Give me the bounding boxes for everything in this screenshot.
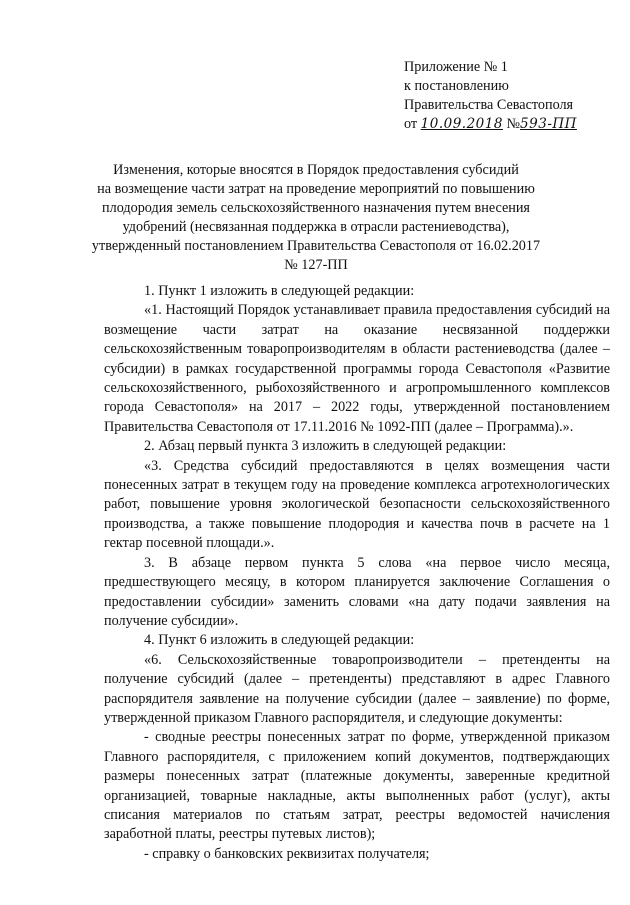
title-line: № 127-ПП [284, 257, 348, 273]
list-item-registers: - сводные реестры понесенных затрат по форме, утвержденной приказом Главного распорядителя, с приложением копий документов, подтверждающих размеры понесенных затрат (платежные документы, заверенные кредитной организацией, товарные накладные, акты выполненных работ (услуг), акты списания материалов по статьям затрат, реестры ведомостей начисления заработной платы, реестры путевых листов); [104, 729, 610, 843]
appendix-line-2: к постановлению [404, 78, 509, 94]
appendix-from: от [404, 116, 418, 132]
paragraph-item-4: 4. Пункт 6 изложить в следующей редакции: [144, 632, 415, 649]
appendix-block [404, 58, 619, 134]
paragraph-item-3: 3. В абзаце первом пункта 5 слова «на первое число месяца, предшествующего месяцу, в котором планируется заключение Соглашения о предоставлении субсидии» заменить словами «на дату подачи заявления на получение субсидии». [104, 554, 610, 629]
handwritten-date: 10.09.2018 [420, 116, 503, 132]
document-body [104, 282, 610, 864]
appendix-title: Приложение № 1 [404, 59, 508, 75]
paragraph-quote-6: «6. Сельскохозяйственные товаропроизводители – претенденты на получение субсидий (далее – претенденты) представляют в адрес Главного распорядителя заявление на получение субсидии (далее – заявление) по форме, утвержденной приказом Главного распорядителя, и следующие документы: [104, 651, 610, 726]
title-line: плодородия земель сельскохозяйственного назначения путем внесения [102, 200, 530, 216]
appendix-line-3: Правительства Севастополя [404, 97, 574, 113]
paragraph-quote-1: «1. Настоящий Порядок устанавливает правила предоставления субсидий на возмещение части затрат на оказание несвязанной поддержки сельскохозяйственным товаропроизводителям в области растениеводства (далее – субсидии) в рамках государственной программы города Севастополя «Развитие сельскохозяйственного, рыбохозяйственного и агропромышленного комплексов города Севастополя» на 2017 – 2022 годы, утвержденной постановлением Правительства Севастополя от 17.11.2016 № 1092-ПП (далее – Программа).». [104, 302, 610, 435]
title-line: Изменения, которые вносятся в Порядок предоставления субсидий [113, 162, 519, 178]
title-line: удобрений (несвязанная поддержка в отрасли растениеводства), [122, 219, 510, 235]
appendix-date-line [404, 115, 619, 134]
paragraph-item-1: 1. Пункт 1 изложить в следующей редакции: [144, 283, 415, 299]
handwritten-number: 593-ПП [520, 116, 577, 132]
title-line: на возмещение части затрат на проведение мероприятий по повышению [97, 181, 535, 197]
title-line: утвержденный постановлением Правительства Севастополя от 16.02.2017 [91, 238, 541, 254]
list-item-bank-details: - справку о банковских реквизитах получателя; [144, 845, 430, 862]
paragraph-item-2: 2. Абзац первый пункта 3 изложить в следующей редакции: [144, 438, 507, 455]
appendix-number-sign: № [506, 116, 521, 132]
document-title [80, 161, 552, 275]
paragraph-quote-3: «3. Средства субсидий предоставляются в целях возмещения части понесенных затрат в текущем году на проведение комплекса агротехнологических работ, повышение уровня экологической безопасности сельскохозяйственного производства, а также повышение плодородия и качества почв в расчете на 1 гектар посевной площади.». [104, 457, 610, 552]
